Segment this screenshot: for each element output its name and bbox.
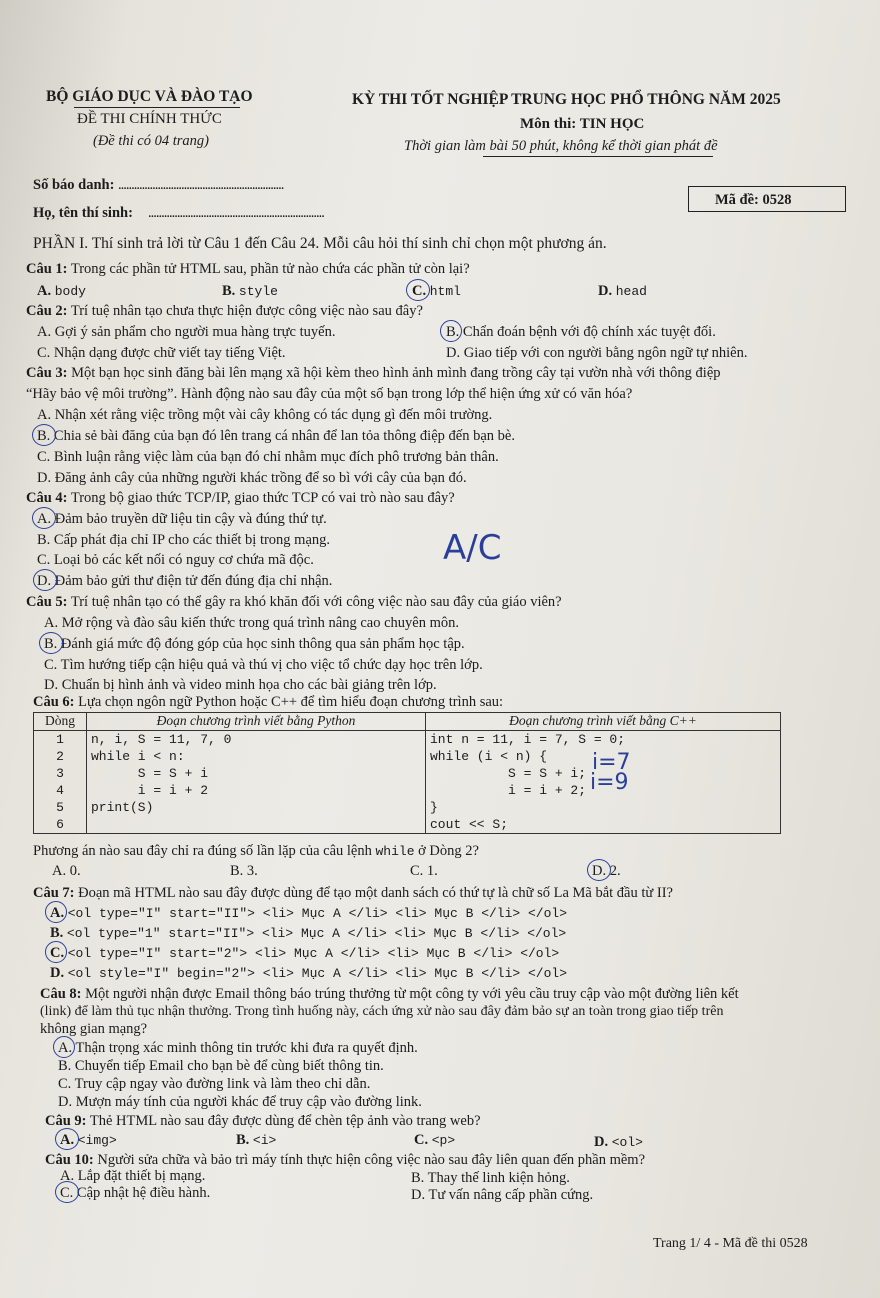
q7-option-c: C. <ol type="I" start="2"> <li> Mục A </li> <li> Mục B </li> </ol> [50, 945, 560, 961]
python-code-line: S = S + i [91, 766, 209, 781]
line-number: 6 [56, 817, 64, 832]
q4-option-d: D. Đảm bảo gửi thư điện tử đến đúng địa chỉ nhận. [37, 573, 333, 589]
line-number: 2 [56, 749, 64, 764]
q8-stem-line2: (link) để làm thủ tục nhận thưởng. Trong tình huống này, cách ứng xử nào sau đây đảm bảo sự an toàn trong giao tiếp trên [40, 1004, 724, 1019]
q3-stem-line1: Câu 3: Một bạn học sinh đăng bài lên mạng xã hội kèm theo hình ảnh mình đang trồng cây tại vườn nhà với thông điệp [26, 365, 721, 381]
q8-option-a: A. Thận trọng xác minh thông tin trước khi đưa ra quyết định. [58, 1040, 418, 1056]
name-dots: ................................................................... [148, 205, 324, 221]
q7-option-a: A. <ol type="I" start="II"> <li> Mục A </li> <li> Mục B </li> </ol> [50, 905, 568, 921]
cpp-code-line: cout << S; [430, 817, 509, 832]
cpp-code-line: } [430, 800, 438, 815]
sbd-label: Số báo danh: [33, 177, 115, 193]
answer-circle-mark [587, 859, 611, 881]
python-code-line: while i < n: [91, 749, 185, 764]
q6-question: Phương án nào sau đây chỉ ra đúng số lần lặp của câu lệnh while ở Dòng 2? [33, 843, 479, 859]
q3-option-d: D. Đăng ảnh cây của những người khác trồng để so bì với cây của bạn đó. [37, 470, 467, 486]
q7-option-d: D. <ol style="I" begin="2"> <li> Mục A </li> <li> Mục B </li> </ol> [50, 965, 568, 981]
sbd-dots: ............................................................... [118, 177, 284, 193]
q2-option-b: B. Chẩn đoán bệnh với độ chính xác tuyệt đối. [446, 324, 716, 340]
q1-option-d: D. head [598, 283, 647, 299]
page-footer: Trang 1/ 4 - Mã đề thi 0528 [653, 1236, 808, 1251]
q1-stem: Câu 1: Trong các phần tử HTML sau, phần tử nào chứa các phần tử còn lại? [26, 261, 470, 277]
q6-option-a: A. 0. [52, 863, 81, 879]
handwritten-note: A/C [443, 528, 502, 568]
answer-circle-mark [55, 1181, 79, 1203]
q2-option-d: D. Giao tiếp với con người bằng ngôn ngữ tự nhiên. [446, 345, 748, 361]
q5-option-b: B. Đánh giá mức độ đóng góp của học sinh thông qua sản phẩm học tập. [44, 636, 465, 652]
ministry-name: BỘ GIÁO DỤC VÀ ĐÀO TẠO [46, 88, 253, 105]
q10-option-b: B. Thay thế linh kiện hỏng. [411, 1170, 570, 1186]
q8-stem-line1: Câu 8: Một người nhận được Email thông báo trúng thưởng từ một công ty với yêu cầu truy cập vào một đường liên kết [40, 986, 739, 1002]
answer-circle-mark [32, 424, 56, 446]
q2-option-a: A. Gợi ý sản phẩm cho người mua hàng trực tuyến. [37, 324, 336, 340]
q6-stem: Câu 6: Lựa chọn ngôn ngữ Python hoặc C++ để tìm hiểu đoạn chương trình sau: [33, 694, 504, 710]
q6-option-b: B. 3. [230, 863, 258, 879]
q10-option-d: D. Tư vấn nâng cấp phần cứng. [411, 1187, 594, 1203]
time-underline [483, 156, 713, 157]
q8-stem-line3: không gian mạng? [40, 1021, 148, 1037]
line-number: 3 [56, 766, 64, 781]
answer-circle-mark [32, 507, 56, 529]
q4-option-a: A. Đảm bảo truyền dữ liệu tin cậy và đúng thứ tự. [37, 511, 327, 527]
col-header-python: Đoạn chương trình viết bằng Python [87, 713, 426, 731]
exam-title: KỲ THI TỐT NGHIỆP TRUNG HỌC PHỔ THÔNG NĂM 2025 [352, 91, 781, 108]
handwritten-note: i=7 [592, 750, 631, 775]
python-code-line [91, 816, 421, 833]
exam-code-box: Mã đề: 0528 [688, 186, 846, 212]
answer-circle-mark [406, 279, 430, 301]
q10-option-a: A. Lắp đặt thiết bị mạng. [60, 1168, 206, 1184]
q8-option-c: C. Truy cập ngay vào đường link và làm theo chỉ dẫn. [58, 1076, 371, 1092]
q10-stem: Câu 10: Người sửa chữa và bảo trì máy tính thực hiện công việc nào sau đây liên quan đến phần mềm? [45, 1152, 646, 1168]
q8-option-d: D. Mượn máy tính của người khác để truy cập vào đường link. [58, 1094, 422, 1110]
part1-heading: PHẦN I. Thí sinh trả lời từ Câu 1 đến Câu 24. Mỗi câu hỏi thí sinh chỉ chọn một phương án. [33, 235, 607, 252]
q9-option-d: D. <ol> [594, 1134, 643, 1150]
ministry-underline [74, 107, 240, 108]
answer-circle-mark [45, 901, 67, 923]
q9-option-a: A. <img> [60, 1132, 117, 1148]
line-number: 5 [56, 800, 64, 815]
q3-option-a: A. Nhận xét rằng việc trồng một vài cây không có tác dụng gì đến môi trường. [37, 407, 493, 423]
q9-stem: Câu 9: Thẻ HTML nào sau đây được dùng để chèn tệp ảnh vào trang web? [45, 1113, 481, 1129]
q5-option-d: D. Chuẩn bị hình ảnh và video minh họa cho các bài giảng trên lớp. [44, 677, 437, 693]
q8-option-b: B. Chuyển tiếp Email cho bạn bè để cùng biết thông tin. [58, 1058, 384, 1074]
subject-label: Môn thi: TIN HỌC [520, 116, 645, 132]
code-table [33, 712, 781, 834]
q4-option-c: C. Loại bỏ các kết nối có nguy cơ chứa mã độc. [37, 552, 314, 568]
cpp-code-line: i = i + 2; [430, 783, 587, 798]
q9-option-b: B. <i> [236, 1132, 277, 1148]
q6-option-c: C. 1. [410, 863, 438, 879]
q6-option-d: D. 2. [592, 863, 621, 879]
q5-option-c: C. Tìm hướng tiếp cận hiệu quả và thú vị cho việc tổ chức dạy học trên lớp. [44, 657, 483, 673]
q7-stem: Câu 7: Đoạn mã HTML nào sau đây được dùng để tạo một danh sách có thứ tự là chữ số La Mã bắt đầu từ II? [33, 885, 673, 901]
official-label: ĐỀ THI CHÍNH THỨC [77, 111, 222, 127]
col-header-line: Dòng [34, 713, 87, 731]
q9-option-c: C. <p> [414, 1132, 456, 1148]
answer-circle-mark [39, 632, 63, 654]
line-number: 1 [56, 732, 64, 747]
answer-circle-mark [33, 569, 57, 591]
q1-option-b: B. style [222, 283, 278, 299]
cpp-code-line: int n = 11, i = 7, S = 0; [430, 732, 626, 747]
name-label: Họ, tên thí sinh: [33, 205, 133, 221]
answer-circle-mark [53, 1036, 75, 1058]
q3-option-c: C. Bình luận rằng việc làm của bạn đó chỉ nhằm mục đích phô trương bản thân. [37, 449, 499, 465]
q4-stem: Câu 4: Trong bộ giao thức TCP/IP, giao thức TCP có vai trò nào sau đây? [26, 490, 455, 506]
q1-option-a: A. body [37, 283, 86, 299]
cpp-code-line: S = S + i; [430, 766, 587, 781]
python-code-line: print(S) [91, 800, 154, 815]
python-code-line: i = i + 2 [91, 783, 209, 798]
time-note: Thời gian làm bài 50 phút, không kể thời gian phát đề [404, 138, 718, 154]
q7-option-b: B. <ol type="1" start="II"> <li> Mục A </li> <li> Mục B </li> </ol> [50, 925, 567, 941]
pages-note: (Đề thi có 04 trang) [93, 133, 209, 149]
q1-option-c: C. html [412, 283, 461, 299]
q10-option-c: C. Cập nhật hệ điều hành. [60, 1185, 211, 1201]
q3-stem-line2: “Hãy bảo vệ môi trường”. Hành động nào sau đây của một số bạn trong lớp thể hiện ứng xử có văn hóa? [26, 386, 633, 402]
answer-circle-mark [45, 941, 67, 963]
line-number: 4 [56, 783, 64, 798]
q4-option-b: B. Cấp phát địa chỉ IP cho các thiết bị trong mạng. [37, 532, 331, 548]
q5-stem: Câu 5: Trí tuệ nhân tạo có thể gây ra khó khăn đối với công việc nào sau đây của giáo viên? [26, 594, 562, 610]
q2-stem: Câu 2: Trí tuệ nhân tạo chưa thực hiện được công việc nào sau đây? [26, 303, 423, 319]
answer-circle-mark [440, 320, 462, 342]
q3-option-b: B. Chia sẻ bài đăng của bạn đó lên trang cá nhân để lan tỏa thông điệp đến bạn bè. [37, 428, 515, 444]
python-code-line: n, i, S = 11, 7, 0 [91, 732, 232, 747]
col-header-cpp: Đoạn chương trình viết bằng C++ [426, 713, 781, 731]
q5-option-a: A. Mở rộng và đào sâu kiến thức trong quá trình nâng cao chuyên môn. [44, 615, 459, 631]
q2-option-c: C. Nhận dạng được chữ viết tay tiếng Việt. [37, 345, 286, 361]
cpp-code-line: while (i < n) { [430, 749, 548, 764]
answer-circle-mark [55, 1128, 79, 1150]
handwritten-note: i=9 [590, 770, 629, 795]
